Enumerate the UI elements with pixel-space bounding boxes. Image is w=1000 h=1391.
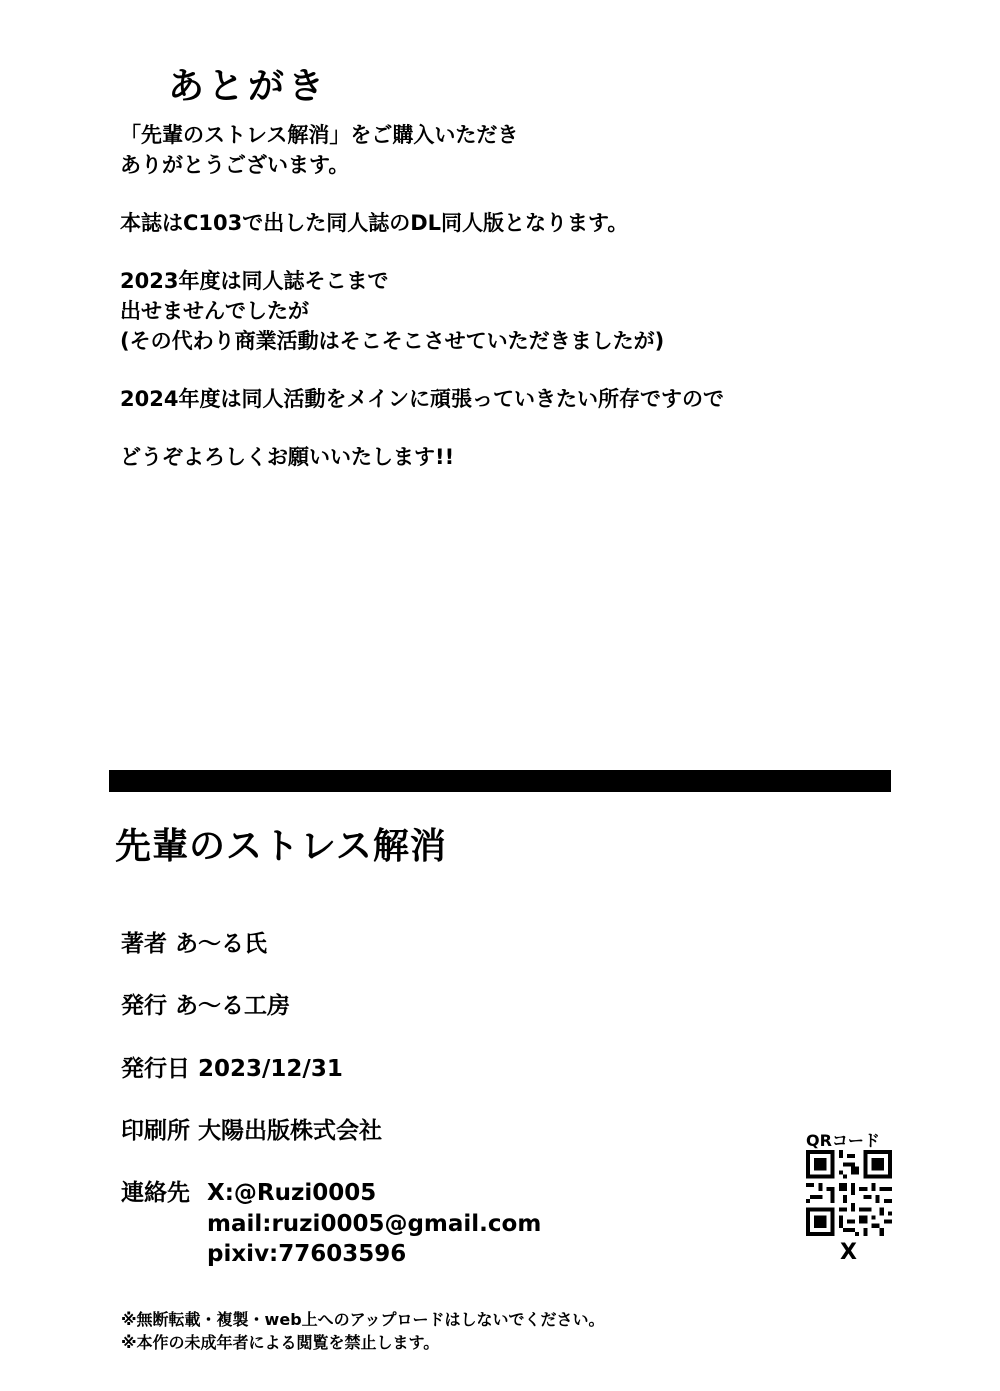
afterword-line: どうぞよろしくお願いいたします!! [120,445,455,469]
afterword-line: (その代わり商業活動はそこそこさせていただきましたが) [120,329,665,353]
printer-value: 大陽出版株式会社 [198,1118,382,1144]
colophon-author [121,928,267,960]
contact-mail: mail:ruzi0005@gmail.com [207,1211,542,1237]
contact-x: X:@Ruzi0005 [207,1180,377,1206]
colophon-printer [121,1115,382,1147]
afterword-line: 本誌はC103で出した同人誌のDL同人版となります。 [120,211,629,235]
publisher-label: 発行 [121,993,167,1019]
date-label: 発行日 [121,1056,190,1082]
publisher-value: あ～る工房 [175,993,290,1019]
qr-label: QRコード [806,1131,880,1150]
colophon-date [121,1053,343,1085]
afterword-line: 「先輩のストレス解消」をご購入いただき [120,123,519,147]
qr-caption: X [840,1240,857,1265]
date-value: 2023/12/31 [198,1056,343,1082]
qr-code-image [806,1150,892,1236]
book-title: 先輩のストレス解消 [115,825,447,867]
contact-label: 連絡先 [121,1180,190,1206]
afterword-line: 2023年度は同人誌そこまで [120,269,389,293]
author-value: あ～る氏 [175,931,267,957]
afterword-line: 2024年度は同人活動をメインに頑張っていきたい所存ですので [120,387,725,411]
afterword-body [120,120,920,472]
notice-line: ※無断転載・複製・web上へのアップロードはしないでください。 [121,1310,605,1329]
printer-label: 印刷所 [121,1118,190,1144]
notice-line: ※本作の未成年者による閲覧を禁止します。 [121,1333,440,1352]
afterword-line: ありがとうございます。 [120,153,350,177]
contact-pixiv: pixiv:77603596 [207,1241,407,1267]
colophon-contact [121,1177,198,1209]
afterword-line: 出せませんでしたが [120,299,309,323]
afterword-title: あとがき [168,65,329,107]
section-divider [109,770,891,792]
author-label: 著者 [121,931,167,957]
colophon-publisher [121,990,290,1022]
